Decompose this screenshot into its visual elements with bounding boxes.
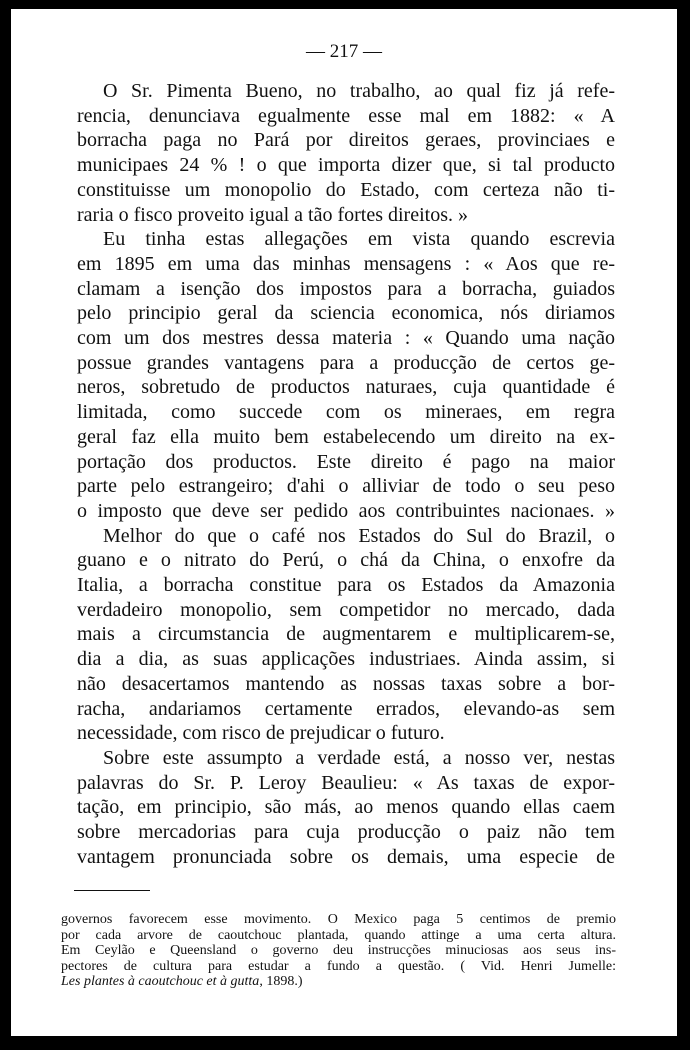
text-line: borracha paga no Pará por direitos geraes, provinciaes e [77,129,615,152]
text-line: constituisse um monopolio do Estado, com certeza não ti- [77,178,615,201]
footnote-citation-line [61,974,616,990]
text-line: parte pelo estrangeiro; d'ahi o alliviar de todo o seu peso [77,475,615,498]
paragraph-1 [77,79,615,227]
text-line: verdadeiro monopolio, sem competidor no mercado, dada [77,598,615,621]
text-line: portação dos productos. Este direito é pago na maior [77,450,615,473]
text-line: Melhor do que o café nos Estados do Sul do Brazil, o [103,524,615,547]
text-line: Eu tinha estas allegações em vista quando escrevia [103,228,615,251]
paragraph-2 [77,227,615,523]
text-line: dia a dia, as suas applicações industriaes. Ainda assim, si [77,648,615,671]
footnote-line: Em Ceylão e Queensland o governo deu instrucções minuciosas aos seus ins- [61,943,616,959]
citation-tail: , 1898.) [259,974,303,990]
text-line: limitada, como succede com os mineraes, em regra [77,401,615,424]
text-line: necessidade, com risco de prejudicar o futuro. [77,722,445,745]
text-line: guano e o nitrato do Perú, o chá da China, o enxofre da [77,549,615,572]
text-line: Italia, a borracha constitue para os Estados da Amazonia [77,574,615,597]
text-line: mais a circumstancia de augmentarem e multiplicarem-se, [77,623,615,646]
text-line: clamam a isenção dos impostos para a borracha, guiados [77,277,615,300]
text-line: raria o fisco proveito igual a tão fortes direitos. » [77,203,468,226]
footnote-line: pectores de cultura para estudar a fundo a questão. ( Vid. Henri Jumelle: [61,958,616,974]
paragraph-3 [77,524,615,746]
book-page [11,9,677,1036]
text-line: municipaes 24 % ! o que importa dizer que, si tal producto [77,154,615,177]
text-line: possue grandes vantagens para a producção de certos ge- [77,351,615,374]
text-line: rencia, denunciava egualmente esse mal em 1882: « A [77,104,615,127]
text-line: vantagem pronunciada sobre os demais, uma especie de [77,845,615,868]
text-line: com um dos mestres dessa materia : « Quando uma nação [77,327,615,350]
footnote [61,912,616,990]
text-line: em 1895 em uma das minhas mensagens : « Aos que re- [77,252,615,275]
citation-title: Les plantes à caoutchouc et à gutta [61,974,260,990]
text-line: neros, sobretudo de productos naturaes, cuja quantidade é [77,376,615,399]
text-line: sobre mercadorias para cuja producção o paiz não tem [77,821,615,844]
text-line: o imposto que deve ser pedido aos contribuintes nacionaes. » [77,499,615,522]
paragraph-4 [77,746,615,870]
text-line: palavras do Sr. P. Leroy Beaulieu: « As taxas de expor- [77,771,615,794]
page-number: — 217 — [306,41,382,62]
text-line: racha, andariamos certamente errados, elevando-as sem [77,697,615,720]
footnote-line: governos favorecem esse movimento. O Mexico paga 5 centimos de premio [61,912,616,927]
text-line: pelo principio geral da sciencia economica, nós diriamos [77,302,615,325]
text-line: O Sr. Pimenta Bueno, no trabalho, ao qual fiz já refe- [103,80,615,102]
footnote-line: por cada arvore de caoutchouc plantada, quando attinge a uma certa altura. [61,927,616,943]
text-line: Sobre este assumpto a verdade está, a nosso ver, nestas [103,746,615,769]
footnote-divider [74,890,150,891]
text-line: geral faz ella muito bem estabelecendo um direito na ex- [77,425,615,448]
text-line: tação, em principio, são más, ao menos quando ellas caem [77,796,615,819]
main-text [77,79,615,870]
text-line: não desacertamos mantendo as nossas taxas sobre a bor- [77,672,615,695]
